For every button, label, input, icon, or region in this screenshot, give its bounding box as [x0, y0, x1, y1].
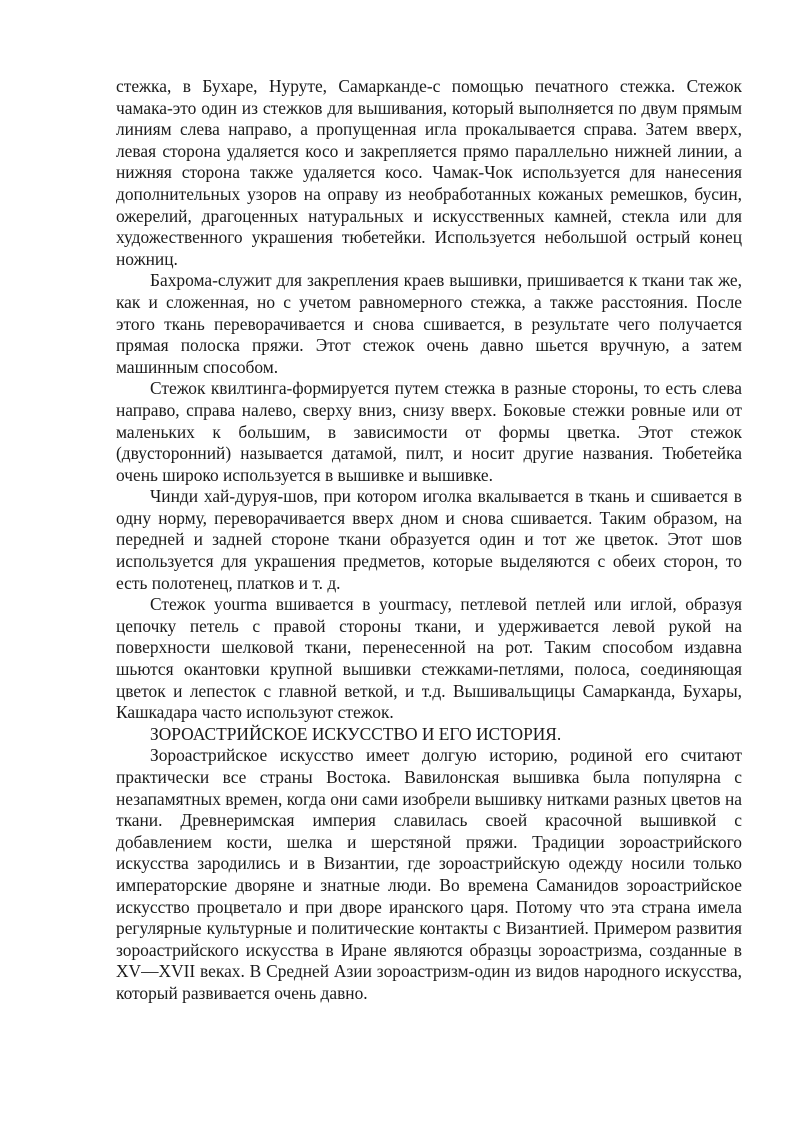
paragraph-chindi-stitch: Чинди хай-дуруя-шов, при котором иголка вкалывается в ткань и сшивается в одну норму, переворачивается вверх дном и снова сшивается. Таким образом, на передней и задней стороне ткани образуется один и тот же цветок. Этот шов используется для украшения предметов, которые выделяются с обеих сторон, то есть полотенец, платков и т. д. — [116, 486, 742, 593]
section-heading: ЗОРОАСТРИЙСКОЕ ИСКУССТВО И ЕГО ИСТОРИЯ. — [150, 723, 562, 744]
paragraph-fringe: Бахрома-служит для закрепления краев вышивки, пришивается к ткани так же, как и сложенная, но с учетом равномерного стежка, а также расстояния. После этого ткань переворачивается и снова сшивается, в результате чего получается прямая полоска пряжи. Этот стежок очень давно шьется вручную, а затем машинным способом. — [116, 270, 742, 377]
paragraph-zoroastrian-art: Зороастрийское искусство имеет долгую историю, родиной его считают практически все страны Востока. Вавилонская вышивка была популярна с незапамятных времен, когда они сами изобрели вышивку нитками разных цветов на ткани. Древнеримская империя славилась своей красочной вышивкой с добавлением кости, шелка и шерстяной пряжи. Традиции зороастрийского искусства зародились и в Византии, где зороастрийскую одежду носили только императорские дворяне и знатные люди. Во времена Саманидов зороастрийское искусство процветало и при дворе иранского царя. Потому что эта страна имела регулярные культурные и политические контакты с Византией. Примером развития зороастрийского искусства в Иране являются образцы зороастризма, созданные в XV—XVII веках. В Средней Азии зороастризм-один из видов народного искусства, который развивается очень давно. — [116, 745, 742, 1003]
paragraph-yourma-stitch: Стежок yourma вшивается в yourmacy, петлевой петлей или иглой, образуя цепочку петель с правой стороны ткани, и удерживается левой рукой на поверхности шелковой ткани, перенесенной на рот. Таким способом издавна шьются окантовки крупной вышивки стежками-петлями, полоса, соединяющая цветок и лепесток с главной веткой, и т.д. Вышивальщицы Самарканда, Бухары, Кашкадара часто используют стежок. — [116, 594, 742, 723]
document-page — [116, 76, 742, 1005]
paragraph-chamak-stitch: стежка, в Бухаре, Нуруте, Самарканде-с помощью печатного стежка. Стежок чамака-это один из стежков для вышивания, который выполняется по двум прямым линиям слева направо, а пропущенная игла прокалывается справа. Затем вверх, левая сторона удаляется косо и закрепляется прямо параллельно нижней линии, а нижняя сторона также удаляется косо. Чамак-Чок используется для нанесения дополнительных узоров на оправу из необработанных кожаных ремешков, бусин, ожерелий, драгоценных натуральных и искусственных камней, стекла или для художественного украшения тюбетейки. Используется небольшой острый конец ножниц. — [116, 76, 742, 269]
paragraph-quilting-stitch: Стежок квилтинга-формируется путем стежка в разные стороны, то есть слева направо, справа налево, сверху вниз, снизу вверх. Боковые стежки ровные или от маленьких к большим, в зависимости от формы цветка. Этот стежок (двусторонний) называется датамой, пилт, и носит другие названия. Тюбетейка очень широко используется в вышивке и вышивке. — [116, 378, 742, 485]
